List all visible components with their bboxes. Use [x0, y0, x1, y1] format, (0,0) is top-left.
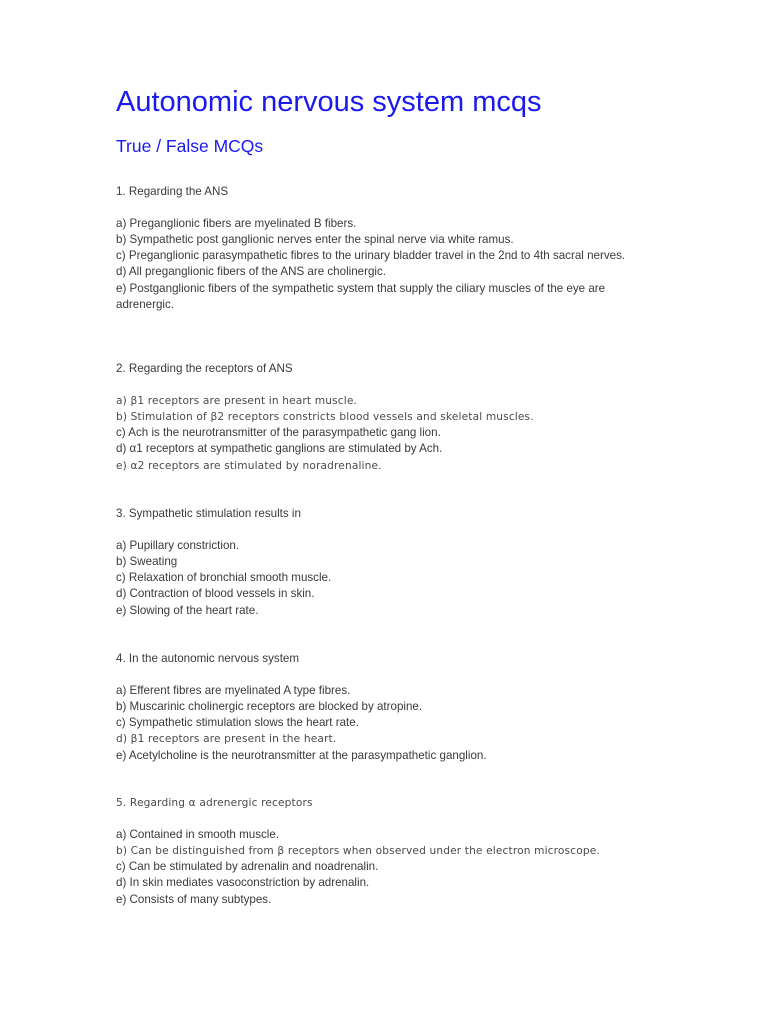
- answer-option: e) Slowing of the heart rate.: [116, 603, 259, 617]
- answer-option: a) Pupillary constriction.: [116, 539, 240, 553]
- question-4: [116, 651, 656, 764]
- answer-options: [116, 538, 656, 618]
- answer-option: b) Sweating: [116, 555, 178, 569]
- answer-option: c) Can be stimulated by adrenalin and noadrenalin.: [116, 860, 379, 874]
- question-heading: 4. In the autonomic nervous system: [116, 652, 300, 665]
- answer-option: b) Can be distinguished from β receptors when observed under the electron microscope.: [116, 845, 600, 858]
- question-3: [116, 506, 656, 619]
- answer-option: e) Consists of many subtypes.: [116, 892, 272, 906]
- answer-option: e) Acetylcholine is the neurotransmitter at the parasympathetic ganglion.: [116, 748, 487, 762]
- answer-option: d) Contraction of blood vessels in skin.: [116, 587, 315, 601]
- answer-option: d) All preganglionic fibers of the ANS are cholinergic.: [116, 265, 387, 279]
- answer-option: e) α2 receptors are stimulated by noradrenaline.: [116, 459, 382, 472]
- answer-options: [116, 216, 656, 313]
- question-heading: 5. Regarding α adrenergic receptors: [116, 797, 313, 809]
- question-heading: 3. Sympathetic stimulation results in: [116, 507, 301, 520]
- answer-option: b) Muscarinic cholinergic receptors are blocked by atropine.: [116, 700, 423, 714]
- answer-option: a) Efferent fibres are myelinated A type fibres.: [116, 684, 351, 698]
- answer-option: c) Preganglionic parasympathetic fibres to the urinary bladder travel in the 2nd to 4th sacral nerves.: [116, 249, 626, 263]
- answer-option: a) Contained in smooth muscle.: [116, 828, 280, 842]
- answer-options: [116, 393, 656, 473]
- answer-option: c) Sympathetic stimulation slows the heart rate.: [116, 716, 359, 730]
- question-2: [116, 361, 656, 474]
- answer-options: [116, 827, 656, 907]
- page-subtitle: True / False MCQs: [116, 136, 264, 156]
- answer-options: [116, 683, 656, 763]
- answer-option: c) Ach is the neurotransmitter of the parasympathetic gang lion.: [116, 426, 441, 440]
- answer-option: a) Preganglionic fibers are myelinated B fibers.: [116, 217, 357, 231]
- question-5: [116, 795, 656, 908]
- answer-option: e) Postganglionic fibers of the sympathetic system that supply the ciliary muscles of the eye are adrenergic.: [116, 281, 606, 311]
- answer-option: b) Sympathetic post ganglionic nerves enter the spinal nerve via white ramus.: [116, 233, 514, 247]
- question-1: [116, 184, 656, 313]
- page-title: Autonomic nervous system mcqs: [116, 86, 542, 118]
- question-heading: 1. Regarding the ANS: [116, 185, 229, 198]
- question-heading: 2. Regarding the receptors of ANS: [116, 362, 293, 375]
- answer-option: c) Relaxation of bronchial smooth muscle.: [116, 571, 332, 585]
- answer-option: b) Stimulation of β2 receptors constricts blood vessels and skeletal muscles.: [116, 411, 534, 424]
- answer-option: d) β1 receptors are present in the heart.: [116, 733, 337, 746]
- answer-option: d) α1 receptors at sympathetic ganglions are stimulated by Ach.: [116, 442, 443, 456]
- answer-option: a) β1 receptors are present in heart muscle.: [116, 395, 358, 408]
- answer-option: d) In skin mediates vasoconstriction by adrenalin.: [116, 876, 370, 890]
